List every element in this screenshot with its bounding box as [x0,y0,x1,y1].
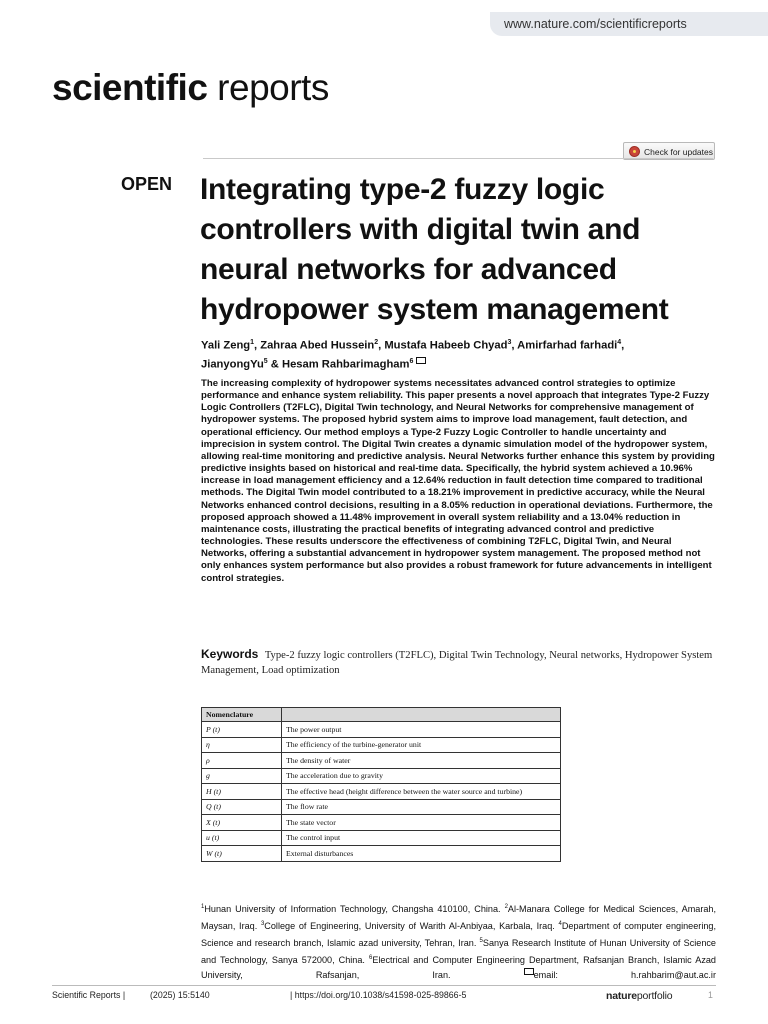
table-row [202,846,561,862]
table-row [202,768,561,784]
table-row [202,722,561,738]
abstract: The increasing complexity of hydropower systems necessitates advanced control strategies to optimize performance and enhance system reliability. This paper presents a novel approach that integrates Type-2 Fuzzy Logic Controllers (T2FLC), Digital Twin technology, and Neural Networks for comprehensive management of hydropower systems. The proposed hybrid system aims to improve load management, fault detection, and operational efficiency. Our method employs a Type-2 Fuzzy Logic Controller to handle uncertainty and imprecision in system control. The Digital Twin creates a dynamic simulation model of the hydropower system, allowing real-time monitoring and predictive analysis. Neural Networks further enhance this system by providing predictive insights based on historical and real-time data. Specifically, the hybrid system achieved a 10.96% increase in load management efficiency and a 12.64% reduction in fault detection time compared to traditional methods. The Digital Twin model contributed to a 18.21% improvement in predictive accuracy, while the Neural Networks enhanced control decisions, resulting in a 8.05% reduction in operational deviations. Furthermore, the proposed approach showed a 11.48% improvement in overall system reliability and a 13.04% reduction in maintenance costs, illustrating the practical benefits of integrating advanced control and predictive technologies. These results underscore the effectiveness of combining T2FLC, Digital Twin, and Neural Networks, offering a substantial advancement in hydropower system management. The proposed method not only enhances system performance but also provides a robust framework for future advancements in intelligent control strategies. [201,378,715,584]
journal-logo [52,66,329,110]
journal-logo-bold: scientific [52,67,208,108]
envelope-icon[interactable] [416,357,426,364]
affil-sup: 2 [504,904,508,910]
table-row [202,799,561,815]
author-affil-sup: 4 [617,339,622,346]
description-cell: The effective head (height difference between the water source and turbine) [282,784,561,800]
description-cell: The power output [282,722,561,738]
table-row [202,830,561,846]
author-affil-sup: 3 [507,339,512,346]
author-separator: , [511,339,518,352]
table-row [202,737,561,753]
footer-journal: Scientific Reports | [52,990,126,1000]
page-number: 1 [708,990,713,1000]
keywords-label: Keywords [201,647,259,661]
affil-sup: 6 [368,955,373,962]
affil-sup: 5 [479,938,483,945]
crossmark-icon [629,146,640,157]
article-title: Integrating type-2 fuzzy logic controllers with digital twin and neural networks for advanced hydropower system management [200,173,669,326]
keywords [201,647,716,678]
affiliation: Electrical and Computer Engineering Department, Rafsanjan Branch, Islamic Azad University, Rafsanjan, Iran. [201,955,716,981]
table-header-row [202,708,561,722]
footer-divider [52,985,716,986]
corresponding-email[interactable]: email: h.rahbarim@aut.ac.ir [533,970,716,981]
affil-sup: 3 [260,921,265,928]
footer-volume: (2025) 15:5140 [150,990,210,1000]
symbol-cell: u (t) [202,830,282,846]
symbol-cell: g [202,768,282,784]
envelope-icon [524,968,534,975]
journal-url[interactable]: www.nature.com/scientificreports [490,12,768,36]
author-affil-sup: 5 [263,357,268,365]
check-updates-label: Check for updates [644,147,713,157]
author-separator: , [378,339,385,352]
symbol-cell: W (t) [202,846,282,862]
nature-portfolio-logo [606,990,672,1002]
author-separator: & [267,358,282,371]
footer-doi-link[interactable]: | https://doi.org/10.1038/s41598-025-89866-5 [290,990,467,1000]
description-cell: The density of water [282,753,561,769]
affiliation: College of Engineering, University of Warith Al-Anbiyaa, Karbala, Iraq. [264,921,559,932]
description-cell: The control input [282,830,561,846]
symbol-cell: X (t) [202,815,282,831]
affiliations [201,900,716,983]
author[interactable]: Mustafa Habeeb Chyad [384,339,508,352]
description-cell: The efficiency of the turbine-generator unit [282,737,561,753]
author[interactable]: Yali Zeng [201,339,251,352]
keywords-text: Type-2 fuzzy logic controllers (T2FLC), Digital Twin Technology, Neural networks, Hydropower System Management, Load optimization [201,650,713,676]
table-row [202,784,561,800]
affil-sup: 4 [558,921,562,928]
author[interactable]: Amirfarhad farhadi [517,339,618,352]
description-cell: External disturbances [282,846,561,862]
author-affil-sup: 2 [374,339,379,346]
author-affil-sup: 6 [409,357,414,365]
author[interactable]: JianyongYu [201,358,264,371]
symbol-cell: ρ [202,753,282,769]
author-affil-sup: 1 [250,339,255,346]
journal-logo-light: reports [207,67,329,108]
author-list [201,335,721,372]
symbol-cell: P (t) [202,722,282,738]
affiliation: Al-Manara College for Medical Sciences, Amarah, Maysan, Iraq. [201,904,716,932]
symbol-cell: η [202,737,282,753]
author-separator: , [621,339,625,352]
open-access-label: OPEN [121,174,173,194]
description-cell: The acceleration due to gravity [282,768,561,784]
header-divider [203,158,713,159]
author[interactable]: Zahraa Abed Hussein [260,339,375,352]
nomenclature-table [201,707,561,862]
table-row [202,753,561,769]
brand-bold: nature [606,990,637,1002]
nomenclature-header-blank [282,708,561,722]
affiliation: Sanya Research Institute of Hunan University of Science and Technology, Sanya 572000, China. [201,938,716,966]
author-separator: , [254,339,261,352]
brand-light: portfolio [636,990,673,1002]
description-cell: The flow rate [282,799,561,815]
author[interactable]: Hesam Rahbarimagham [282,358,410,371]
affiliation: Hunan University of Information Technology, Changsha 410100, China. [204,904,505,915]
nomenclature-header: Nomenclature [202,708,282,722]
symbol-cell: H (t) [202,784,282,800]
affiliation: Department of computer engineering, Science and research branch, Islamic azad university, Tehran, Iran. [201,921,716,949]
symbol-cell: Q (t) [202,799,282,815]
description-cell: The state vector [282,815,561,831]
affil-sup: 1 [201,904,205,910]
table-row [202,815,561,831]
